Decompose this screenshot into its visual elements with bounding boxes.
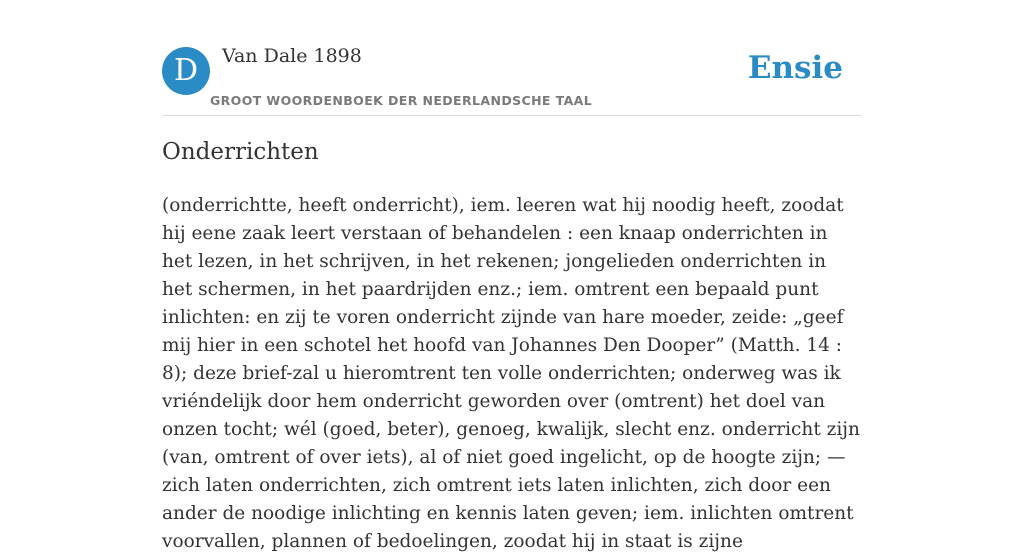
source-logo[interactable]: D (162, 47, 210, 95)
source-title[interactable]: Van Dale 1898 (222, 45, 362, 67)
entry-headword: Onderrichten (162, 139, 319, 165)
source-subtitle: GROOT WOORDENBOEK DER NEDERLANDSCHE TAAL (210, 93, 593, 108)
brand-logo[interactable]: Ensie (747, 50, 843, 86)
entry-definition: (onderrichtte, heeft onderricht), iem. leeren wat hij noodig heeft, zoodat hij eene zaak leert verstaan of behandelen : een knaap onderrichten in het lezen, in het schrijven, in het rekenen; jongelieden onderrichten in het schermen, in het paardrijden enz.; iem. omtrent een bepaald punt inlichten: en zij te voren onderricht zijnde van hare moeder, zeide: „geef mij hier in een schotel het hoofd van Johannes Den Dooper” (Matth. 14 : 8); deze brief-zal u hieromtrent ten volle onderrichten; onderweg was ik vriéndelijk door hem onderricht geworden over (omtrent) het doel van onzen tocht; wél (goed, beter), genoeg, kwalijk, slecht enz. onderricht zijn (van, omtrent of over iets), al of niet goed ingelicht, op de hoogte zijn; — zich laten onderrichten, zich omtrent iets laten inlichten, zich door een ander de noodige inlichting en kennis laten geven; iem. inlichten omtrent voorvallen, plannen of bedoelingen, zoodat hij in staat is zijne (162, 195, 860, 552)
header-divider (162, 115, 862, 116)
